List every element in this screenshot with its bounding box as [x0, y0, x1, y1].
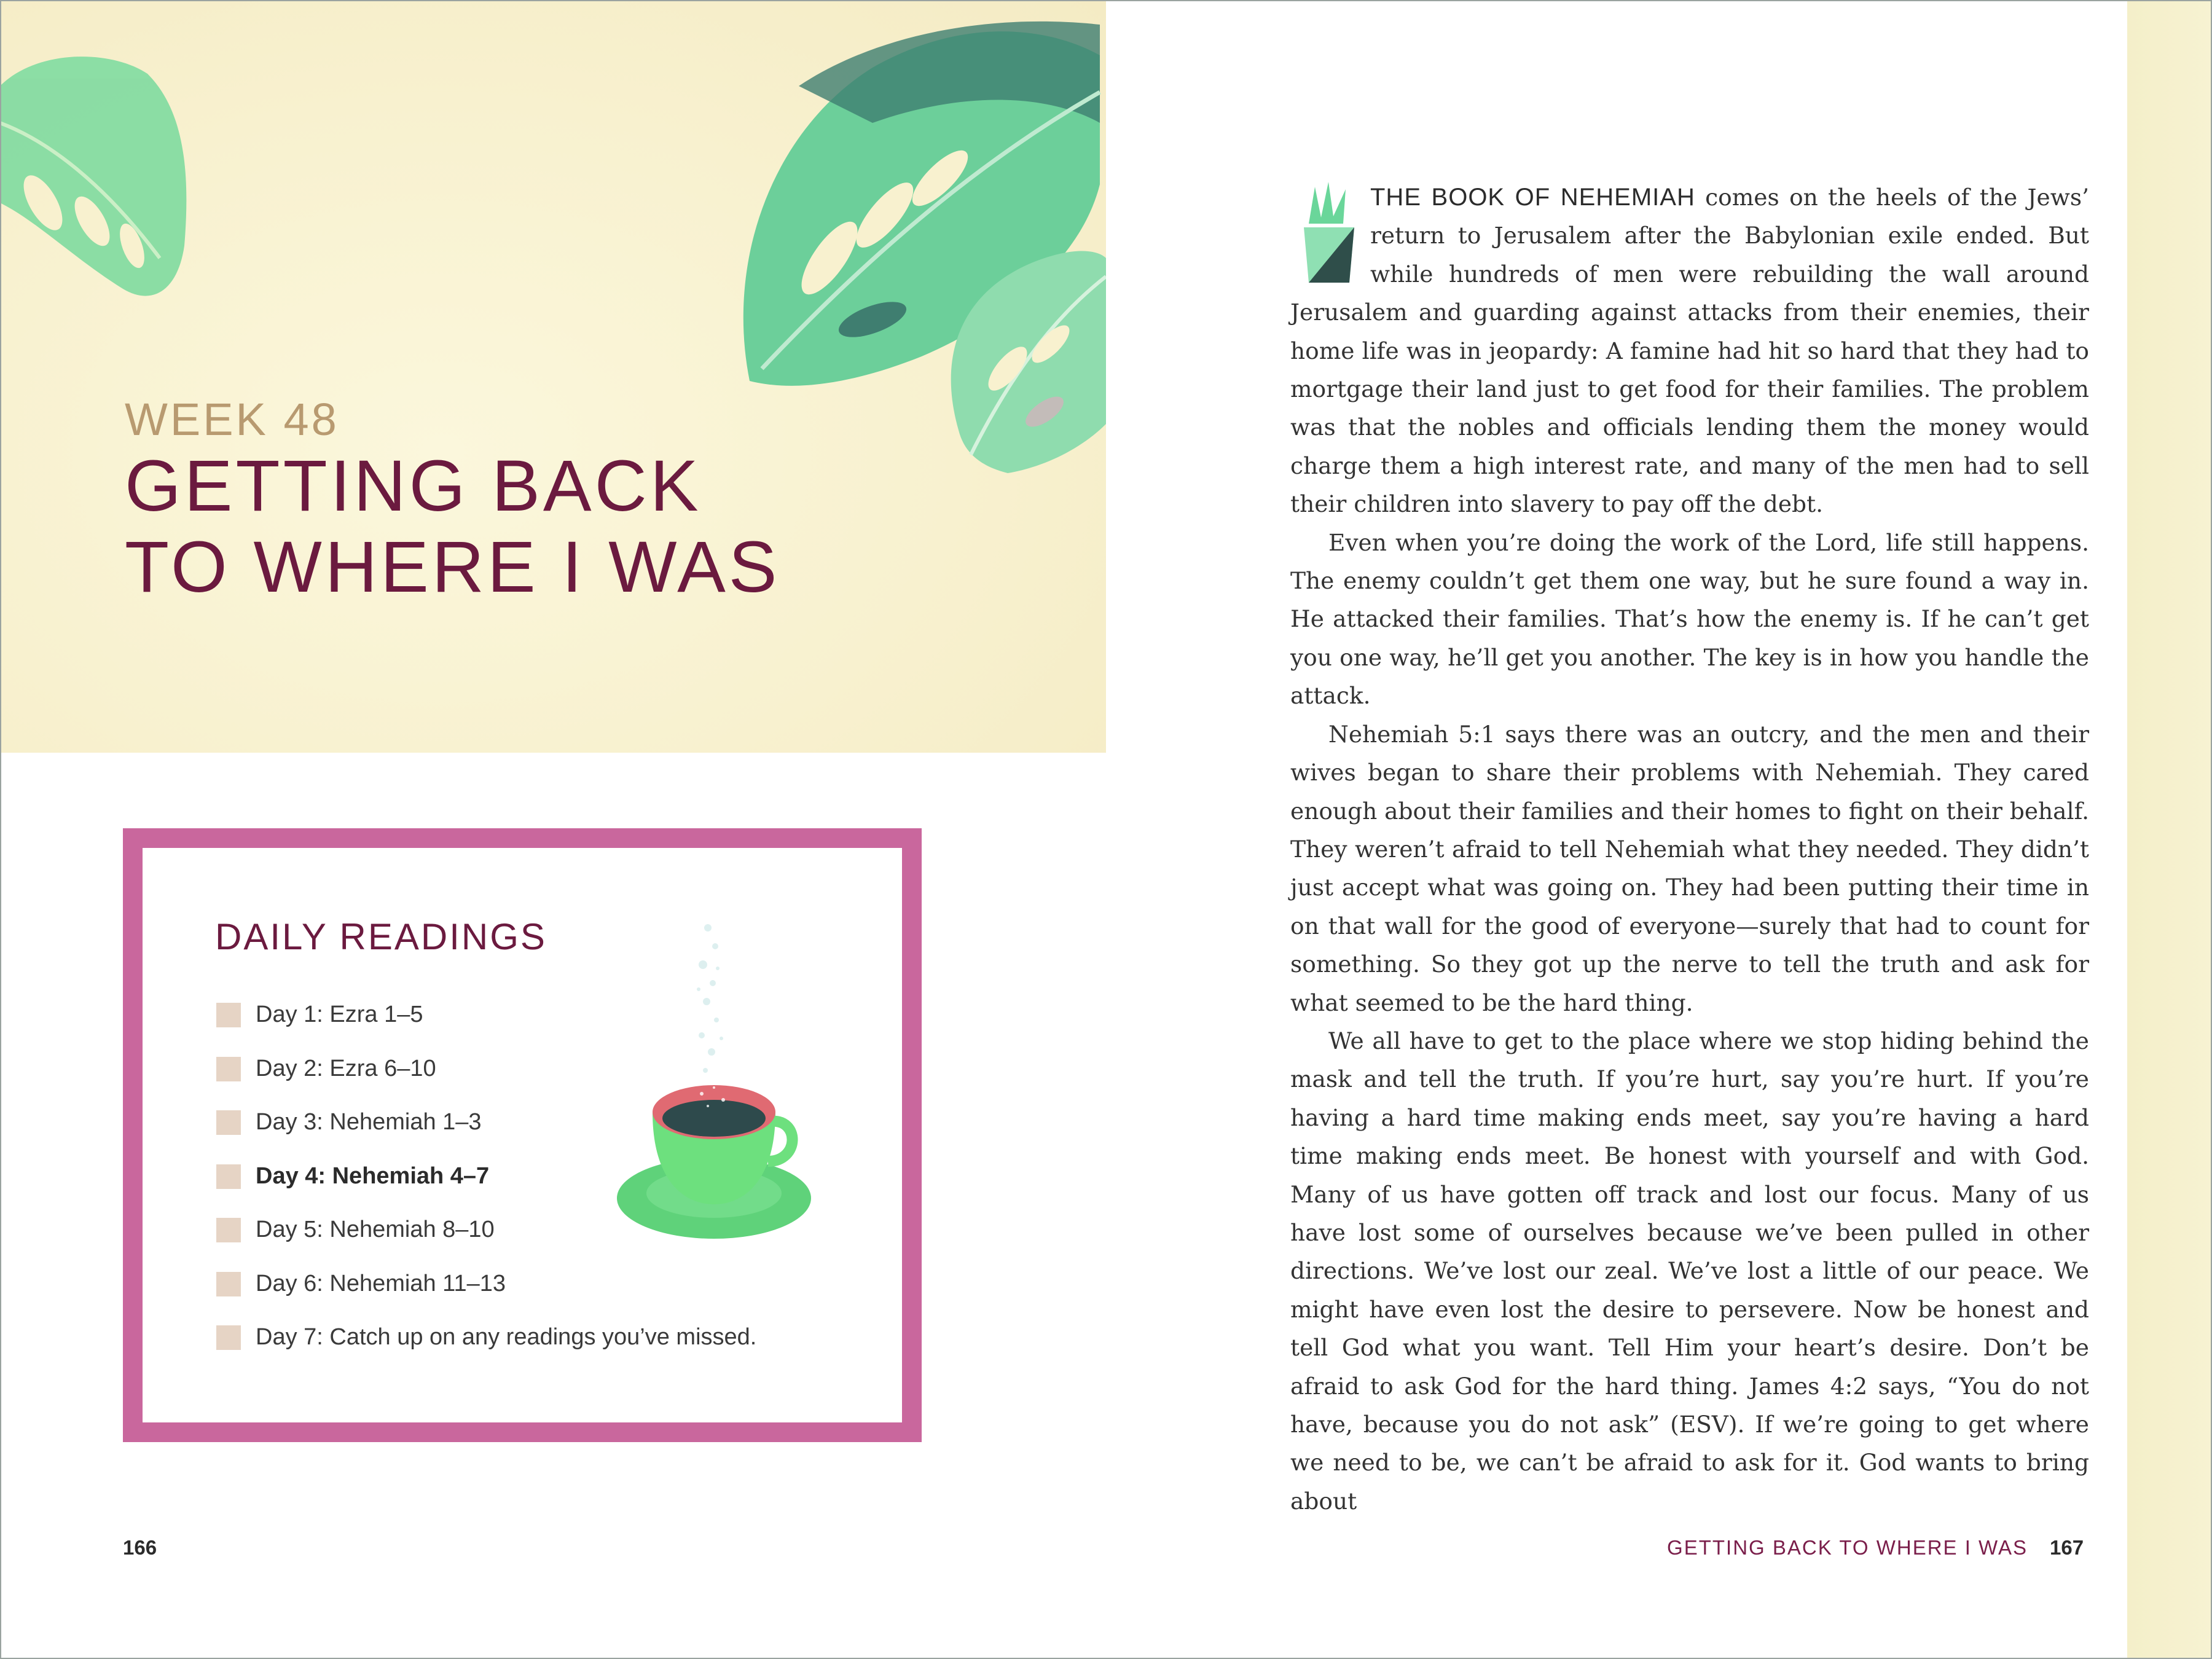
chapter-title [125, 445, 780, 608]
potted-plant-icon [1290, 181, 1363, 285]
chapter-title-line-2: TO WHERE I WAS [125, 527, 780, 608]
reading-label: Day 7: Catch up on any readings you’ve missed. [256, 1324, 757, 1350]
article-body [1290, 178, 2089, 1520]
daily-readings-heading: DAILY READINGS [215, 916, 547, 957]
checkbox-icon[interactable] [216, 1057, 241, 1081]
reading-label: Day 2: Ezra 6–10 [256, 1055, 436, 1081]
reading-label: Day 3: Nehemiah 1–3 [256, 1109, 482, 1135]
page-number-left: 166 [123, 1536, 157, 1559]
paragraph-4: We all have to get to the place where we stop hiding behind the mask and tell the truth. If you’re hurt, say you’re hurt. If you’re having a hard time making ends meet, say you’re having a hard time making ends meet. Be honest with yourself and with God. Many of us have gotten off track and lost our focus. Many of us have lost some of ourselves because we’ve been pulled in other directions. We’ve lost our zeal. We’ve lost a little of our peace. We might have even lost the desire to persevere. Now be honest and tell God what you want. Tell Him your heart’s desire. Don’t be afraid to ask God for the hard thing. James 4:2 says, “You do not have, because you do not ask” (ESV). If we’re going to get where we need to be, we can’t be afraid to ask for it. God wants to bring about [1290, 1027, 2089, 1515]
paragraph-1 [1290, 178, 2089, 524]
checkbox-icon[interactable] [216, 1218, 241, 1242]
chapter-hero [0, 0, 1106, 753]
running-head: GETTING BACK TO WHERE I WAS [1667, 1536, 2028, 1559]
reading-label: Day 5: Nehemiah 8–10 [256, 1217, 495, 1242]
paragraph-3: Nehemiah 5:1 says there was an outcry, and the men and their wives began to share their problems with Nehemiah. They cared enough about their families and their homes to fight on their behalf. They weren’t afraid to tell Nehemiah what they needed. They didn’t just accept what was going on. They had been putting their time in on that wall for the good of everyone—surely that had to count for something. So they got up the nerve to tell the truth and ask for what seemed to be the hard thing. [1290, 720, 2089, 1016]
lead-in: THE BOOK OF NEHEMIAH [1370, 184, 1695, 211]
week-label: WEEK 48 [125, 394, 339, 445]
paragraph-2: Even when you’re doing the work of the Lord, life still happens. The enemy couldn’t get them one way, but he sure found a way in. He attacked their families. That’s how the enemy is. If he can’t get you one way, he’ll get you another. The key is in how you handle the attack. [1290, 528, 2089, 710]
checkbox-icon[interactable] [216, 1110, 241, 1135]
daily-readings-box [123, 828, 922, 1442]
reading-label: Day 1: Ezra 1–5 [256, 1002, 423, 1027]
monstera-leaf-icon [0, 0, 1106, 753]
paragraph-1-text: comes on the heels of the Jews’ return to Jerusalem after the Babylonian exile ended. But while hundreds of men were rebuilding the wall around Jerusalem and guarding against attacks from their enemies, their home life was in jeopardy: A famine had hit so hard that they had to mortgage their land just to get food for their families. The problem was that the nobles and officials lending them the money would charge them a high interest rate, and many of the men had to sell their children into slavery to pay off the debt. [1290, 184, 2089, 518]
reading-label: Day 4: Nehemiah 4–7 [256, 1163, 490, 1189]
page-edge-strip [2127, 0, 2212, 1659]
chapter-title-line-1: GETTING BACK [125, 445, 702, 527]
checkbox-icon[interactable] [216, 1003, 241, 1027]
reading-item-day-6 [216, 1271, 756, 1325]
coffee-cup-icon [610, 909, 831, 1253]
reading-label: Day 6: Nehemiah 11–13 [256, 1270, 506, 1296]
reading-item-day-7 [216, 1324, 756, 1378]
checkbox-icon[interactable] [216, 1164, 241, 1189]
page-number-right: 167 [2050, 1536, 2084, 1559]
checkbox-icon[interactable] [216, 1272, 241, 1296]
checkbox-icon[interactable] [216, 1325, 241, 1350]
